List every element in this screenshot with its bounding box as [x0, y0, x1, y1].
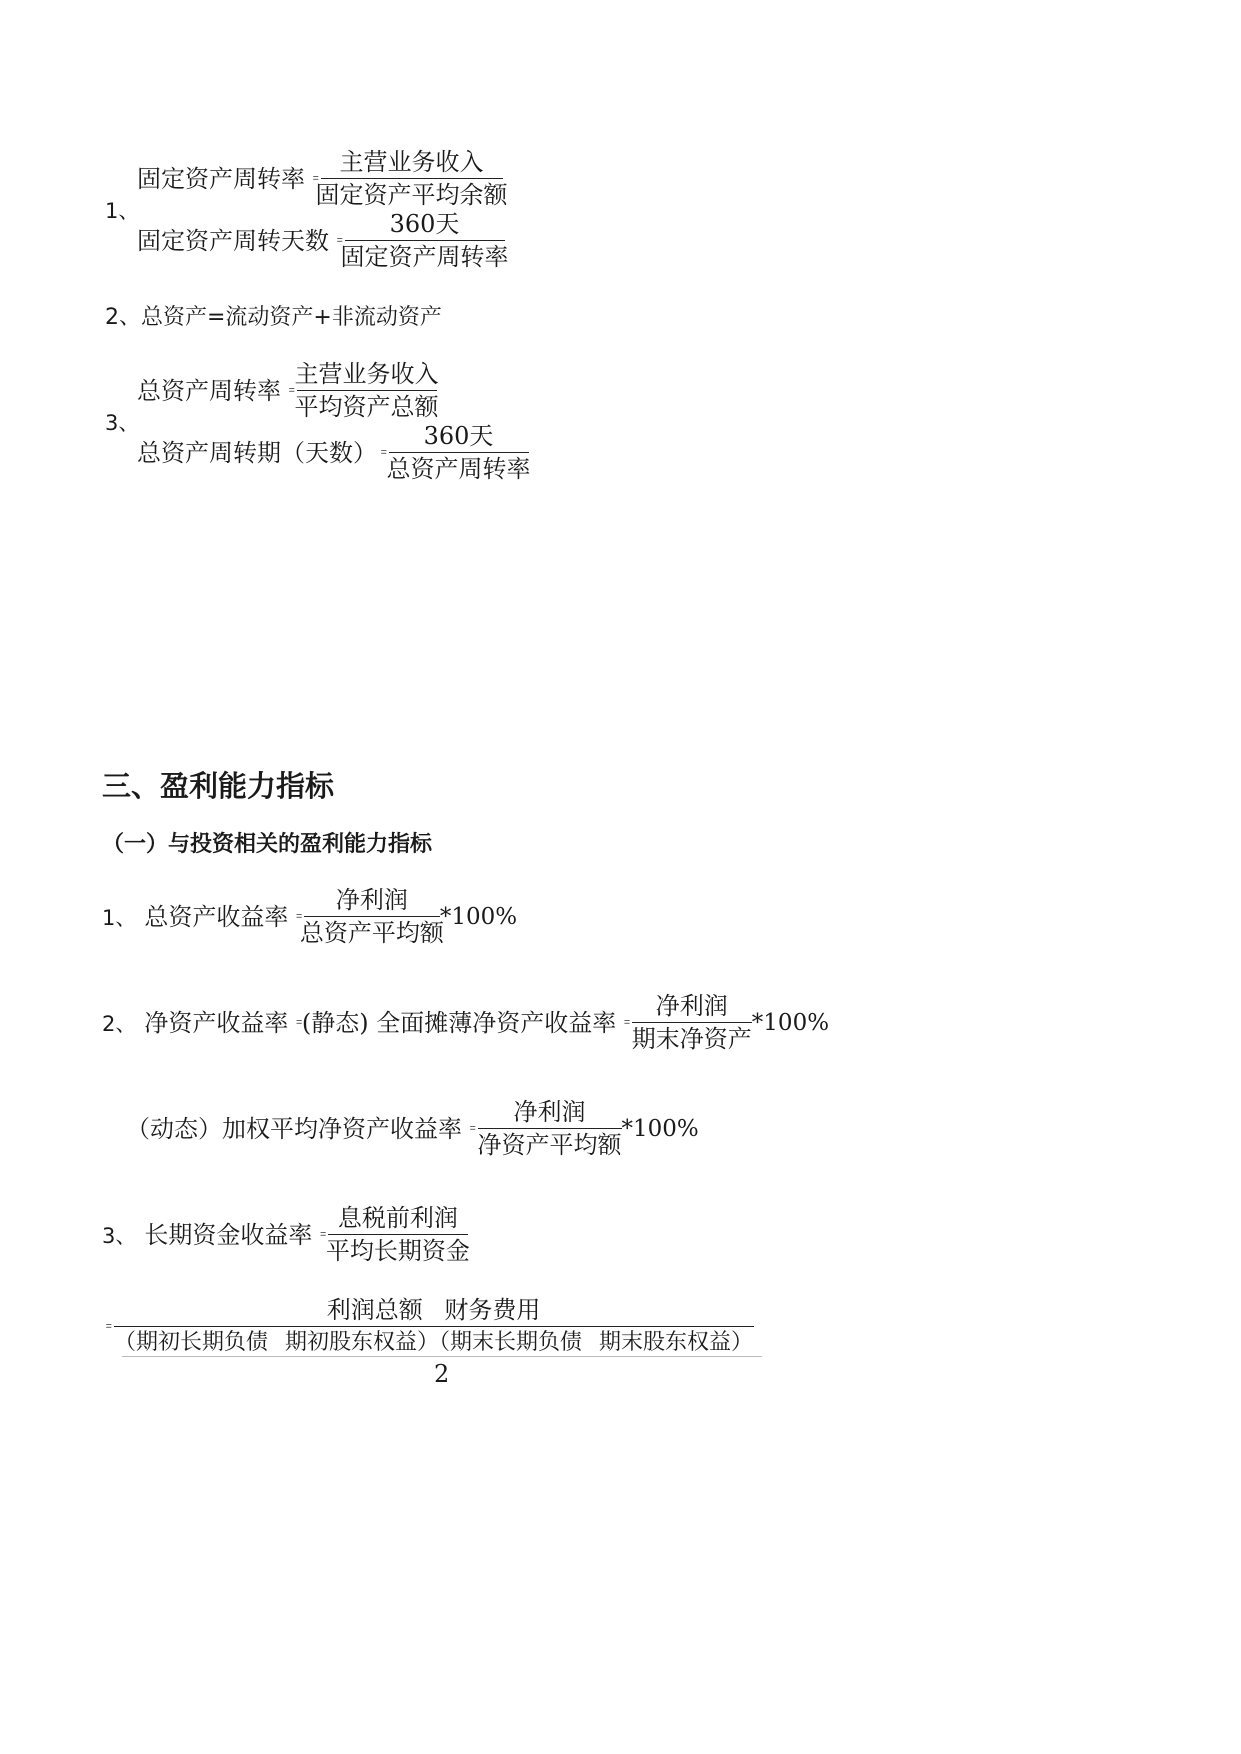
formula-roe-dynamic [126, 1098, 699, 1159]
percent-suffix: *100% [621, 1115, 699, 1142]
denominator: 平均资产总额 [294, 393, 439, 421]
equals-sign: ꞊ [296, 1013, 302, 1031]
fraction-bar [297, 390, 437, 391]
denominator: 总资产周转率 [386, 455, 531, 483]
denominator: 平均长期资金 [325, 1237, 470, 1265]
item-number: 2、 [102, 1011, 137, 1036]
total-assets-definition: 2、总资产=流动资产+非流动资产 [105, 305, 442, 330]
equals-sign: ꞊ [296, 907, 302, 925]
formula-label: 总资产收益率 [144, 902, 289, 931]
item-number: 1、 [102, 905, 137, 930]
denominator: （期初长期负债 期初股东权益）（期末长期负债 期末股东权益） [114, 1330, 754, 1355]
formula-label: 固定资产周转天数 [137, 226, 329, 255]
formula-label: （动态）加权平均净资产收益率 [126, 1114, 462, 1143]
numerator: 净利润 [335, 886, 408, 914]
percent-suffix: *100% [439, 903, 518, 930]
numerator: 息税前利润 [337, 1204, 458, 1232]
formula-label: 长期资金收益率 [144, 1220, 313, 1249]
section-heading: 三、盈利能力指标 [102, 769, 335, 803]
fraction-bar [321, 178, 503, 179]
item-number: 3、 [102, 1223, 137, 1248]
fraction [299, 886, 444, 947]
formula-fixed-asset-turnover [137, 148, 508, 209]
formula-total-asset-turnover-days [137, 422, 529, 483]
equals-sign: ꞊ [289, 381, 295, 399]
formula-label: 固定资产周转率 [137, 164, 305, 193]
fraction [340, 210, 509, 271]
equals-sign: ꞊ [624, 1013, 630, 1031]
numerator: 利润总额 财务费用 [326, 1296, 541, 1324]
formula-long-term-capital-expanded [106, 1296, 754, 1357]
formula-total-asset-turnover [137, 360, 437, 421]
equals-sign: ꞊ [470, 1119, 476, 1137]
page-number: 2 [434, 1360, 450, 1388]
numerator: 360天 [423, 422, 494, 450]
equals-sign: ꞊ [337, 231, 343, 249]
numerator: 净利润 [655, 992, 728, 1020]
denominator: 固定资产平均余额 [315, 181, 508, 209]
denominator: 总资产平均额 [299, 919, 444, 947]
denominator: 期末净资产 [631, 1025, 752, 1053]
fraction-bar [478, 1128, 622, 1129]
numerator: 净利润 [513, 1098, 586, 1126]
formula-roa [102, 886, 517, 947]
denominator: 净资产平均额 [477, 1131, 622, 1159]
fraction-bar [389, 452, 529, 453]
denominator: 固定资产周转率 [340, 243, 509, 271]
equals-sign: ꞊ [106, 1317, 112, 1335]
equals-sign: ꞊ [381, 443, 387, 461]
formula-label: 净资产收益率 [144, 1008, 289, 1037]
percent-suffix: *100% [751, 1009, 830, 1036]
fraction [315, 148, 508, 209]
fraction [478, 1098, 622, 1159]
formula-fixed-asset-turnover-days [137, 210, 509, 271]
section-subheading: （一）与投资相关的盈利能力指标 [102, 832, 433, 857]
fraction [386, 422, 531, 483]
formula-long-term-capital-return [102, 1204, 468, 1265]
formula-label: 总资产周转率 [137, 376, 281, 405]
formula-roe-static [102, 992, 829, 1053]
footer-rule [122, 1356, 762, 1357]
fraction [294, 360, 439, 421]
fraction [114, 1296, 754, 1357]
numerator: 主营业务收入 [294, 360, 439, 388]
numerator: 360天 [389, 210, 460, 238]
equals-sign: ꞊ [320, 1225, 326, 1243]
fraction-bar [328, 1234, 468, 1235]
fraction-bar [114, 1326, 754, 1327]
fraction-bar [345, 240, 505, 241]
equals-sign: ꞊ [313, 169, 319, 187]
fraction [632, 992, 752, 1053]
fraction-bar [304, 916, 440, 917]
formula-label: 总资产周转期（天数） [137, 438, 377, 467]
numerator: 主营业务收入 [339, 148, 484, 176]
formula-label-static: (静态) 全面摊薄净资产收益率 [301, 1008, 617, 1037]
fraction [325, 1204, 470, 1265]
fraction-bar [632, 1022, 752, 1023]
item-number-1: 1、 [105, 199, 140, 223]
item-number-3: 3、 [105, 411, 140, 435]
